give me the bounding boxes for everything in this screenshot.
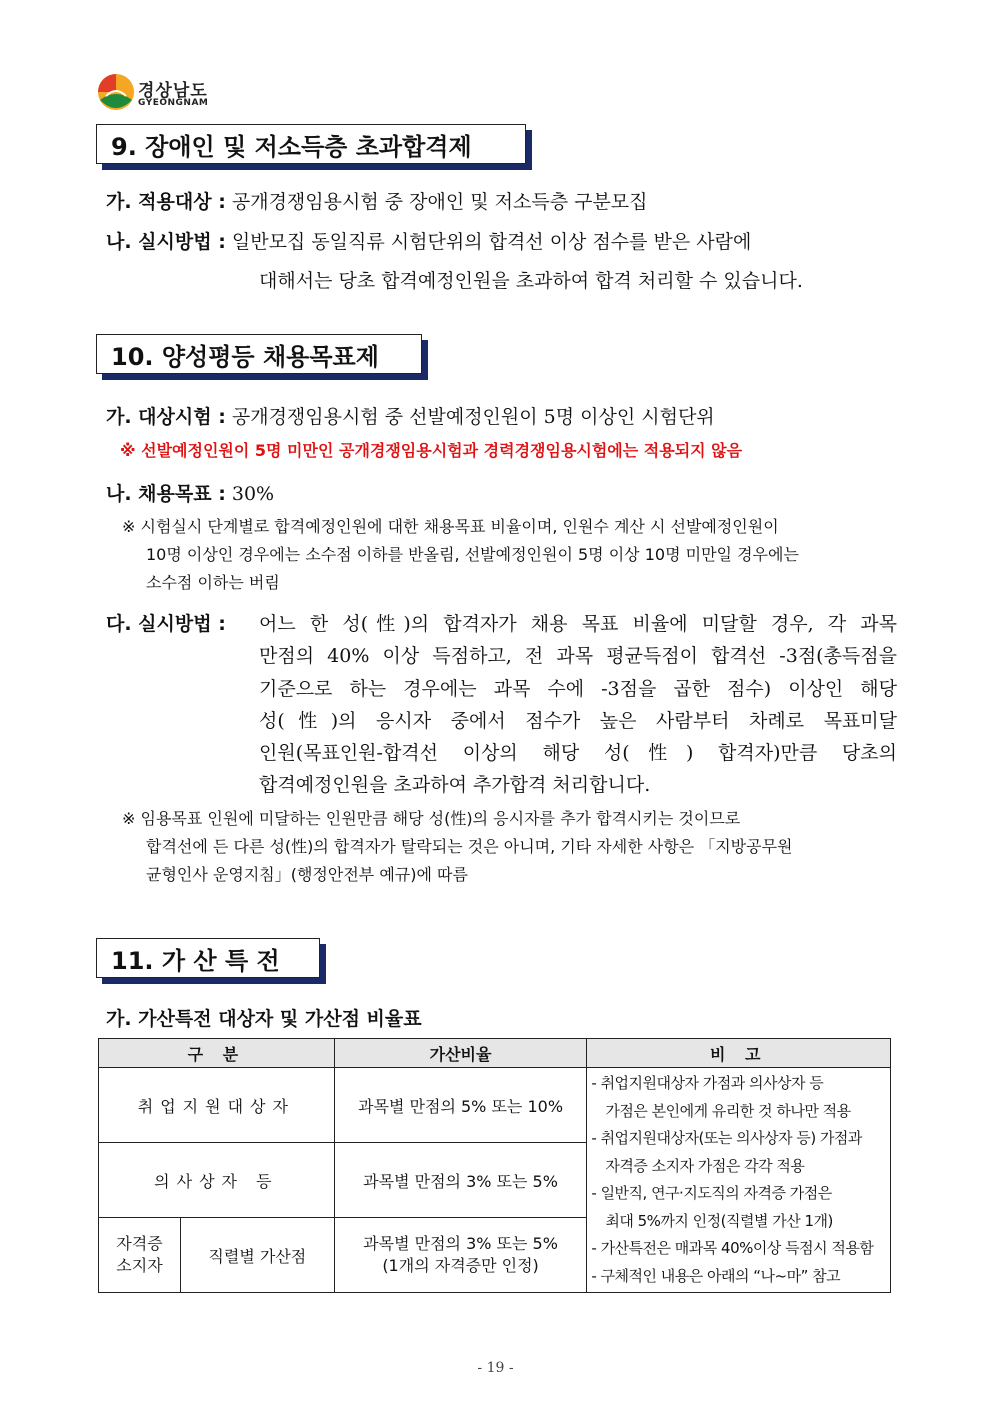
remark-line: - 취업지원대상자 가점과 의사상자 등 [591,1074,824,1092]
section-10-title-text: 10. 양성평등 채용목표제 [111,342,379,371]
remark-line: - 일반직, 연구·지도직의 자격증 가점은 [591,1184,832,1202]
sec10-note1-line3: 소수점 이하는 버림 [146,573,280,592]
sec10-note2-line1: ※ 임용목표 인원에 미달하는 인원만큼 해당 성(性)의 응시자를 추가 합격시키는 것이므로 [122,809,741,828]
remark-line: 자격증 소지자 가점은 각각 적용 [605,1156,805,1175]
sec10-note2-line2: 합격선에 든 다른 성(性)의 합격자가 탈락되는 것은 아니며, 기타 자세한 사항은 「지방공무원 [146,837,793,856]
sec9-b-text1: 일반모집 동일직류 시험단위의 합격선 이상 점수를 받은 사람에 [231,231,752,253]
remark-line: 가점은 본인에게 유리한 것 하나만 적용 [605,1101,851,1120]
remarks-cell [587,1068,891,1293]
sec11-a-label: 가. 가산특전 대상자 및 가산점 비율표 [106,1008,422,1030]
sec9-a-row [106,187,648,214]
sec10-note1-line1: ※ 시험실시 단계별로 합격예정인원에 대한 채용목표 비율이며, 인원수 계산 시 선발예정인원이 [122,517,779,536]
sec9-b-label: 나. 실시방법 : [106,231,226,253]
table-row [99,1068,891,1143]
gyeongnam-emblem-icon [96,70,136,116]
sec10-c-line1: 어느 한 성(性)의 합격자가 채용 목표 비율에 미달할 경우, 각 과목 [259,613,897,635]
sec10-c-row [106,609,226,636]
sec10-b-row [106,479,274,506]
sec10-b-label: 나. 채용목표 : [106,483,226,505]
sec10-c-label: 다. 실시방법 : [106,613,226,635]
sec10-a-row [106,402,715,429]
sec10-a-label: 가. 대상시험 : [106,406,226,428]
sec10-c-line4: 성(性)의 응시자 중에서 점수가 높은 사람부터 차례로 목표미달 [259,710,897,732]
section-9-title [96,124,526,164]
section-10-title [96,334,422,374]
row1-rate: 과목별 만점의 5% 또는 10% [334,1068,587,1143]
sec10-red-note: ※ 선발예정인원이 5명 미만인 공개경쟁임용시험과 경력경쟁임용시험에는 적용되지 않음 [120,441,743,460]
sec9-b-row [106,227,751,254]
logo-korean-text: 경상남도 [138,81,208,101]
sec9-b-text2: 대해서는 당초 합격예정인원을 초과하여 합격 처리할 수 있습니다. [259,270,803,292]
sec9-a-label: 가. 적용대상 : [106,191,226,213]
section-9-title-text: 9. 장애인 및 저소득층 초과합격제 [111,132,472,161]
header-category: 구 분 [99,1039,335,1068]
row3-rate-line2: (1개의 자격증만 인정) [382,1256,539,1275]
section-11-title-text: 11. 가 산 특 전 [111,946,280,975]
row3-rate [334,1218,587,1293]
sec10-a-text: 공개경쟁임용시험 중 선발예정인원이 5명 이상인 시험단위 [231,406,715,428]
logo-english-text: GYEONGNAM [138,98,209,108]
section-11-title [96,938,320,978]
sec10-note1-line2: 10명 이상인 경우에는 소수점 이하를 반올림, 선발예정인원이 5명 이상 10명 미만일 경우에는 [146,545,799,564]
header-rate: 가산비율 [334,1039,587,1068]
row2-rate: 과목별 만점의 3% 또는 5% [334,1143,587,1218]
sec10-c-line3: 기준으로 하는 경우에는 과목 수에 -3점을 곱한 점수) 이상인 해당 [259,678,897,700]
row3-category [99,1218,181,1293]
bonus-points-table [98,1038,891,1293]
remark-line: - 가산특전은 매과목 40%이상 득점시 적용함 [591,1239,874,1257]
table-header-row [99,1039,891,1068]
row3-category-text: 자격증 소지자 [116,1234,163,1275]
page-number: - 19 - [477,1360,514,1376]
sec10-c-line5: 인원(목표인원-합격선 이상의 해당 성(性) 합격자)만큼 당초의 [259,742,897,764]
row3-sub: 직렬별 가산점 [180,1218,334,1293]
sec10-b-text: 30% [231,483,275,505]
sec10-note2-line3: 균형인사 운영지침」(행정안전부 예규)에 따름 [146,865,468,884]
sec9-a-text: 공개경쟁임용시험 중 장애인 및 저소득층 구분모집 [231,191,648,213]
row2-category: 의사상자 등 [99,1143,335,1218]
sec10-c-line6: 합격예정인원을 초과하여 추가합격 처리합니다. [259,774,651,796]
remark-line: - 취업지원대상자(또는 의사상자 등) 가점과 [591,1129,862,1147]
header-remarks: 비 고 [587,1039,891,1068]
sec10-c-line2: 만점의 40% 이상 득점하고, 전 과목 평균득점이 합격선 -3점(총득점을 [259,645,897,667]
remark-line: 최대 5%까지 인정(직렬별 가산 1개) [605,1211,833,1230]
remark-line: - 구체적인 내용은 아래의 “나~마” 참고 [591,1266,841,1285]
row1-category: 취업지원대상자 [99,1068,335,1143]
row3-rate-line1: 과목별 만점의 3% 또는 5% [363,1234,558,1253]
